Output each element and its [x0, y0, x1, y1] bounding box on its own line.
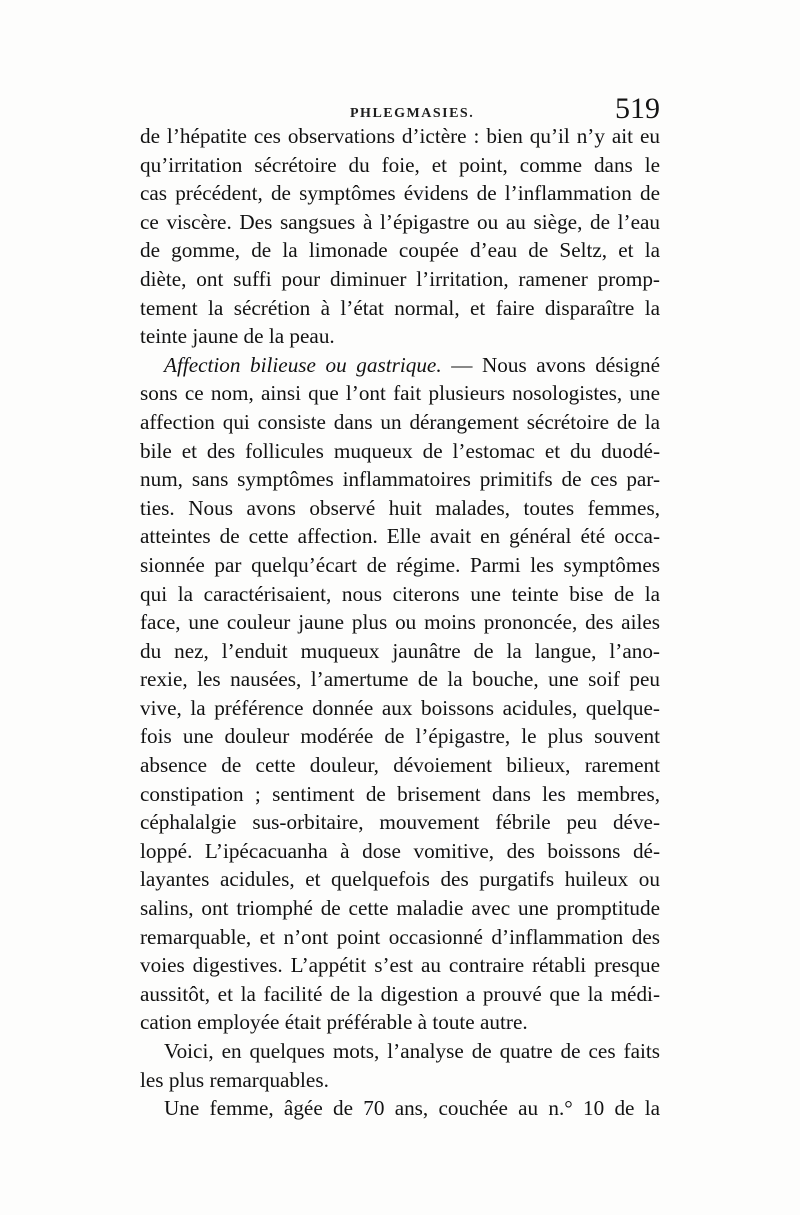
- text-line: Une femme, âgée de 70 ans, couchée au n.° 10 de la: [164, 1096, 660, 1121]
- text-line: atteintes de cette affection. Elle avait en général été occa-: [140, 524, 660, 549]
- text-line: constipation ; sentiment de brisement dans les membres,: [140, 781, 660, 806]
- text-line: cas précédent, de symptômes évidens de l’inflammation de: [140, 181, 660, 206]
- text-line: face, une couleur jaune plus ou moins prononcée, des ailes: [140, 610, 660, 635]
- running-head: PHLEGMASIES.: [350, 106, 475, 121]
- text-line: sons ce nom, ainsi que l’ont fait plusieurs nosologistes, une: [140, 381, 660, 406]
- text-line: qu’irritation sécrétoire du foie, et point, comme dans le: [140, 152, 660, 177]
- text-line: de gomme, de la limonade coupée d’eau de Seltz, et la: [140, 238, 660, 263]
- page-number: 519: [615, 92, 660, 125]
- text-line: affection qui consiste dans un dérangement sécrétoire de la: [140, 409, 660, 434]
- section-heading: Affection bilieuse ou gastrique.: [164, 352, 442, 377]
- text-line: layantes acidules, et quelquefois des purgatifs huileux ou: [140, 867, 660, 892]
- text-line: de l’hépatite ces observations d’ictère : bien qu’il n’y ait eu: [140, 124, 660, 148]
- paragraph-first-line: [140, 351, 660, 380]
- text-line: absence de cette douleur, dévoiement bilieux, rarement: [140, 753, 660, 778]
- text-line: diète, ont suffi pour diminuer l’irritation, ramener promp-: [140, 266, 660, 291]
- text-line: les plus remarquables.: [140, 1067, 329, 1092]
- text-line: teinte jaune de la peau.: [140, 324, 335, 349]
- text-line: qui la caractérisaient, nous citerons une teinte bise de la: [140, 581, 660, 606]
- text-line: sionnée par quelqu’écart de régime. Parmi les symptômes: [140, 552, 660, 577]
- text-line: voies digestives. L’appétit s’est au contraire rétabli presque: [140, 953, 660, 978]
- text-line: céphalalgie sus-orbitaire, mouvement fébrile peu déve-: [140, 810, 660, 835]
- text-line: Voici, en quelques mots, l’analyse de quatre de ces faits: [164, 1039, 660, 1063]
- text-line: aussitôt, et la facilité de la digestion a prouvé que la médi-: [140, 981, 660, 1006]
- body-text: [140, 122, 660, 1123]
- text-line: loppé. L’ipécacuanha à dose vomitive, des boissons dé-: [140, 838, 660, 863]
- text-line: vive, la préférence donnée aux boissons acidules, quelque-: [140, 695, 660, 720]
- text-line: cation employée était préférable à toute autre.: [140, 1010, 528, 1035]
- text-line: ties. Nous avons observé huit malades, toutes femmes,: [140, 495, 660, 520]
- text-line: salins, ont triomphé de cette maladie avec une promptitude: [140, 896, 660, 921]
- text-line: ce viscère. Des sangsues à l’épigastre ou au siège, de l’eau: [140, 209, 660, 234]
- text-line: bile et des follicules muqueux de l’estomac et du duodé-: [140, 438, 660, 463]
- text-fragment: — Nous avons désigné: [441, 352, 660, 377]
- text-line: rexie, les nausées, l’amertume de la bouche, une soif peu: [140, 667, 660, 692]
- text-line: tement la sécrétion à l’état normal, et faire disparaître la: [140, 295, 660, 320]
- text-line: num, sans symptômes inflammatoires primitifs de ces par-: [140, 467, 660, 492]
- text-line: remarquable, et n’ont point occasionné d’inflammation des: [140, 924, 660, 949]
- text-line: du nez, l’enduit muqueux jaunâtre de la langue, l’ano-: [140, 638, 660, 663]
- text-line: fois une douleur modérée de l’épigastre, le plus souvent: [140, 724, 660, 749]
